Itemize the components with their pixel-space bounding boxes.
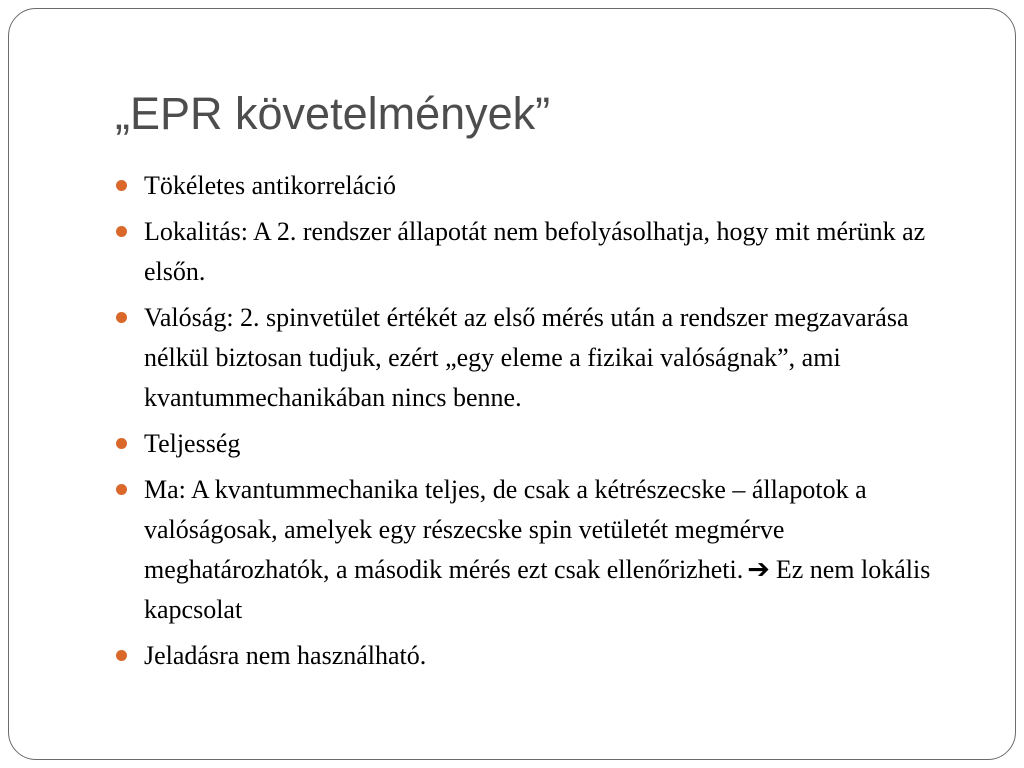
arrow-right-icon: ➔ bbox=[747, 554, 770, 585]
bullet-text: Jeladásra nem használható. bbox=[144, 641, 427, 670]
bullet-text: Lokalitás: A 2. rendszer állapotát nem befolyásolhatja, hogy mit mérünk az elsőn. bbox=[144, 217, 926, 286]
bullet-text: Teljesség bbox=[144, 429, 241, 458]
bullet-text-conclusion: Ez nem lokális kapcsolat bbox=[144, 555, 931, 624]
bullet-dot-icon bbox=[116, 312, 127, 323]
bullet-text: Valóság: 2. spinvetület értékét az első mérés után a rendszer megzavarása nélkül biztosan tudjuk, ezért „egy eleme a fizikai valóságnak”, ami kvantummechanikában nincs benne. bbox=[144, 303, 909, 412]
bullet-item bbox=[116, 424, 966, 464]
bullet-item bbox=[116, 166, 966, 206]
bullet-text: Tökéletes antikorreláció bbox=[144, 171, 396, 200]
bullet-text: Ma: A kvantummechanika teljes, de csak a kétrészecske – állapotok a valóságosak, amelyek egy részecske spin vetületét megmérve meghatározhatók, a második mérés ezt csak ellenőrizheti. bbox=[144, 475, 867, 584]
bullet-dot-icon bbox=[116, 438, 127, 449]
bullet-item bbox=[116, 470, 966, 630]
bullet-dot-icon bbox=[116, 484, 127, 495]
bullet-dot-icon bbox=[116, 226, 127, 237]
slide-title: „EPR követelmények” bbox=[115, 88, 551, 139]
bullet-dot-icon bbox=[116, 180, 127, 191]
bullet-item bbox=[116, 636, 966, 676]
bullet-list bbox=[116, 166, 966, 682]
bullet-item bbox=[116, 212, 966, 292]
bullet-item bbox=[116, 298, 966, 418]
bullet-dot-icon bbox=[116, 650, 127, 661]
